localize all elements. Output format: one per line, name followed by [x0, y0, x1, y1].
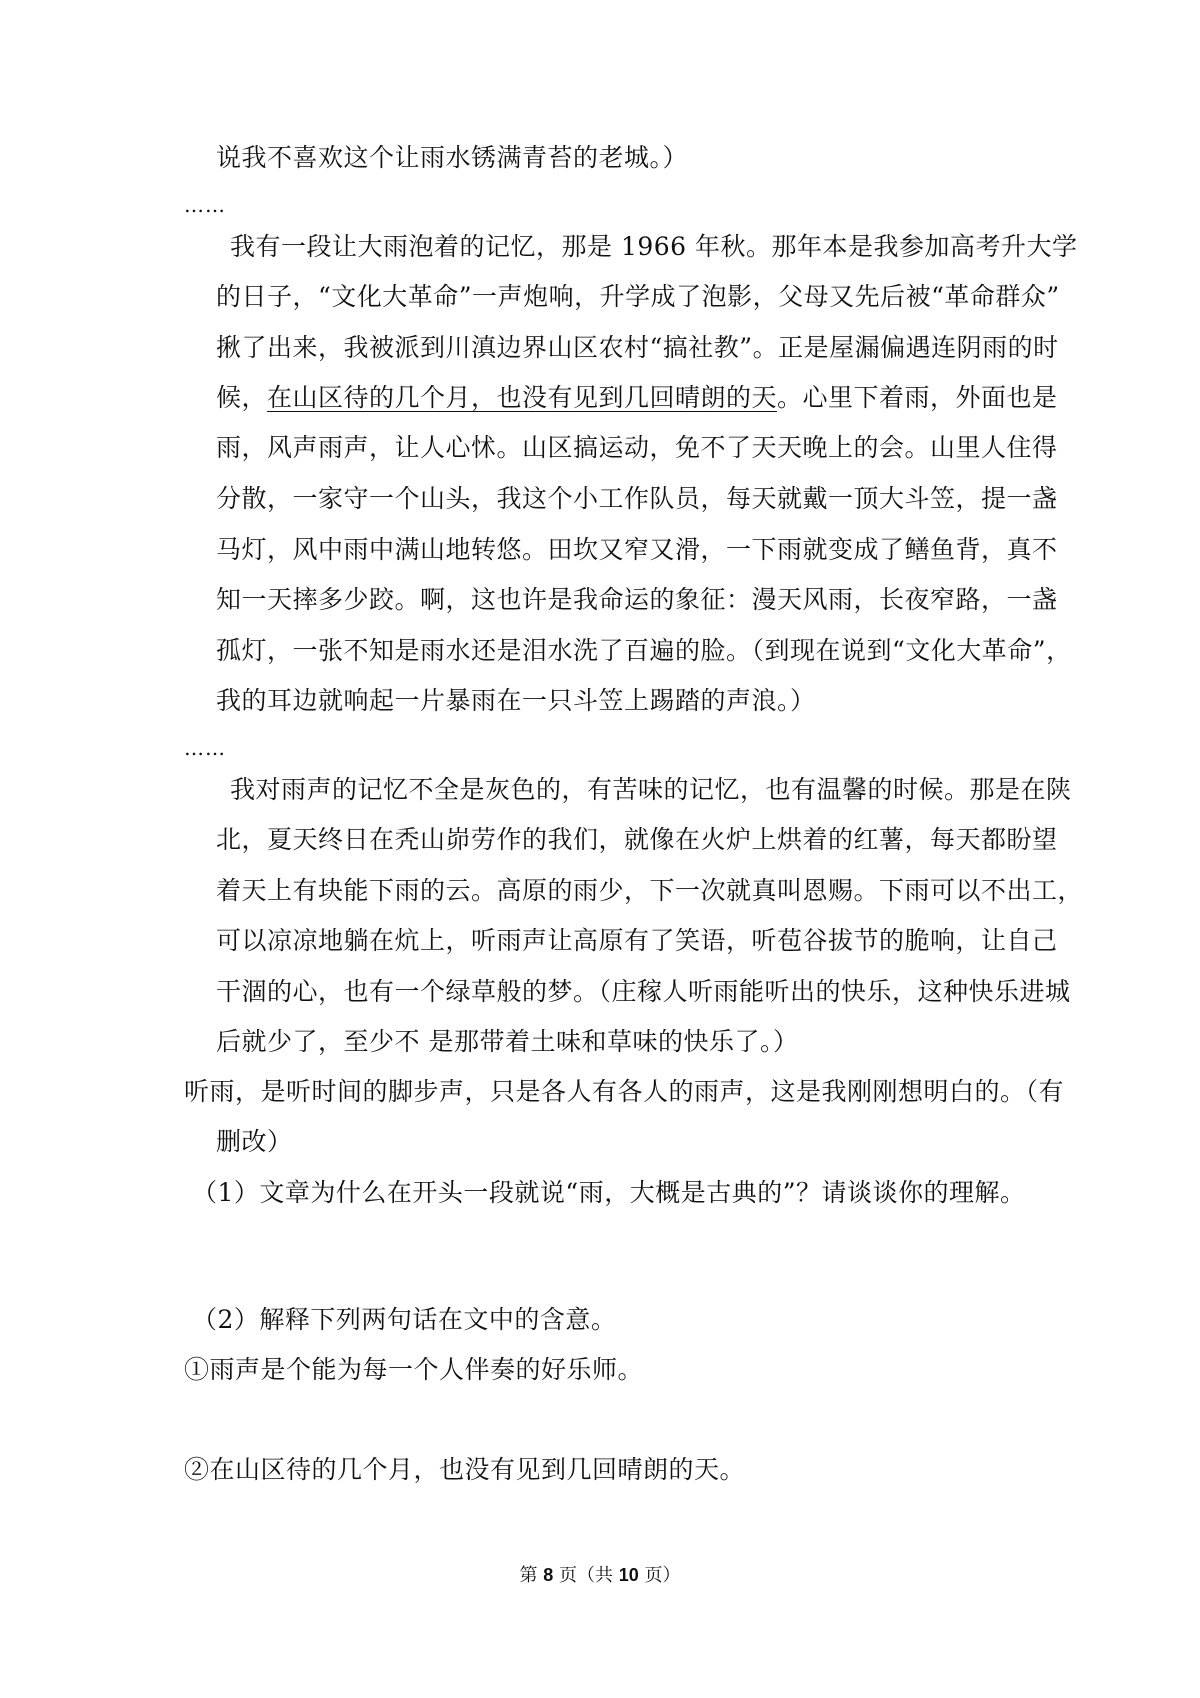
- page-footer: [0, 1563, 1200, 1588]
- question-2: （2）解释下列两句话在文中的含意。: [192, 1305, 617, 1334]
- passage-line: 马灯，风中雨中满山地转悠。田坎又窄又滑，一下雨就变成了鳝鱼背，真不: [216, 535, 1058, 564]
- passage-line: [216, 383, 1058, 413]
- footer-text: 页）: [638, 1565, 681, 1586]
- passage-line: 后就少了，至少不 是那带着土味和草味的快乐了。）: [216, 1027, 799, 1056]
- text-segment: 候，: [216, 383, 268, 412]
- question-2-item-1: ①雨声是个能为每一个人伴奏的好乐师。: [184, 1355, 644, 1384]
- passage-line: 孤灯，一张不知是雨水还是泪水洗了百遍的脸。（到现在说到“文化大革命”，: [216, 636, 1072, 665]
- question-2-item-2: ②在山区待的几个月，也没有见到几回晴朗的天。: [184, 1455, 746, 1484]
- passage-line: 雨，风声雨声，让人心怵。山区搞运动，免不了天天晚上的会。山里人住得: [216, 433, 1058, 462]
- passage-line: 着天上有块能下雨的云。高原的雨少，下一次就真叫恩赐。下雨可以不出工，: [216, 876, 1084, 905]
- underlined-sentence: 在山区待的几个月，也没有见到几回晴朗的天: [267, 383, 778, 412]
- passage-line: 我对雨声的记忆不全是灰色的，有苦味的记忆，也有温馨的时候。那是在陕: [230, 775, 1072, 804]
- passage-line: 的日子，“文化大革命”一声炮响，升学成了泡影，父母又先后被“革命群众”: [216, 282, 1060, 311]
- footer-page-number: 8: [543, 1565, 554, 1585]
- passage-line: 我的耳边就响起一片暴雨在一只斗笠上踢踏的声浪。）: [216, 686, 816, 715]
- passage-line: 我有一段让大雨泡着的记忆，那是 1966 年秋。那年本是我参加高考升大学: [230, 232, 1078, 261]
- passage-line: 删改）: [216, 1127, 293, 1156]
- footer-text: 页（共: [553, 1565, 619, 1586]
- passage-line: 北，夏天终日在秃山峁劳作的我们，就像在火炉上烘着的红薯，每天都盼望: [216, 825, 1058, 854]
- text-segment: 。心里下着雨，外面也是: [777, 383, 1058, 412]
- passage-line: 知一天摔多少跤。啊，这也许是我命运的象征：漫天风雨，长夜窄路，一盏: [216, 585, 1058, 614]
- passage-line: 听雨，是听时间的脚步声，只是各人有各人的雨声，这是我刚刚想明白的。（有: [184, 1077, 1065, 1106]
- passage-line: 可以凉凉地躺在炕上，听雨声让高原有了笑语，听苞谷拔节的脆响，让自己: [216, 926, 1058, 955]
- passage-line: 分散，一家守一个山头，我这个小工作队员，每天就戴一顶大斗笠，提一盏: [216, 484, 1058, 513]
- passage-line: 揪了出来，我被派到川滇边界山区农村“搞社教”。正是屋漏偏遇连阴雨的时: [216, 333, 1059, 362]
- ellipsis: ……: [184, 193, 226, 217]
- footer-text: 第: [519, 1565, 544, 1586]
- question-1: （1）文章为什么在开头一段就说“雨，大概是古典的”？请谈谈你的理解。: [192, 1178, 1026, 1207]
- footer-total-pages: 10: [618, 1565, 639, 1585]
- passage-line: 说我不喜欢这个让雨水锈满青苔的老城。）: [216, 143, 689, 172]
- ellipsis: ……: [184, 736, 226, 760]
- passage-line: 干涸的心，也有一个绿草般的梦。（庄稼人听雨能听出的快乐，这种快乐进城: [216, 977, 1071, 1006]
